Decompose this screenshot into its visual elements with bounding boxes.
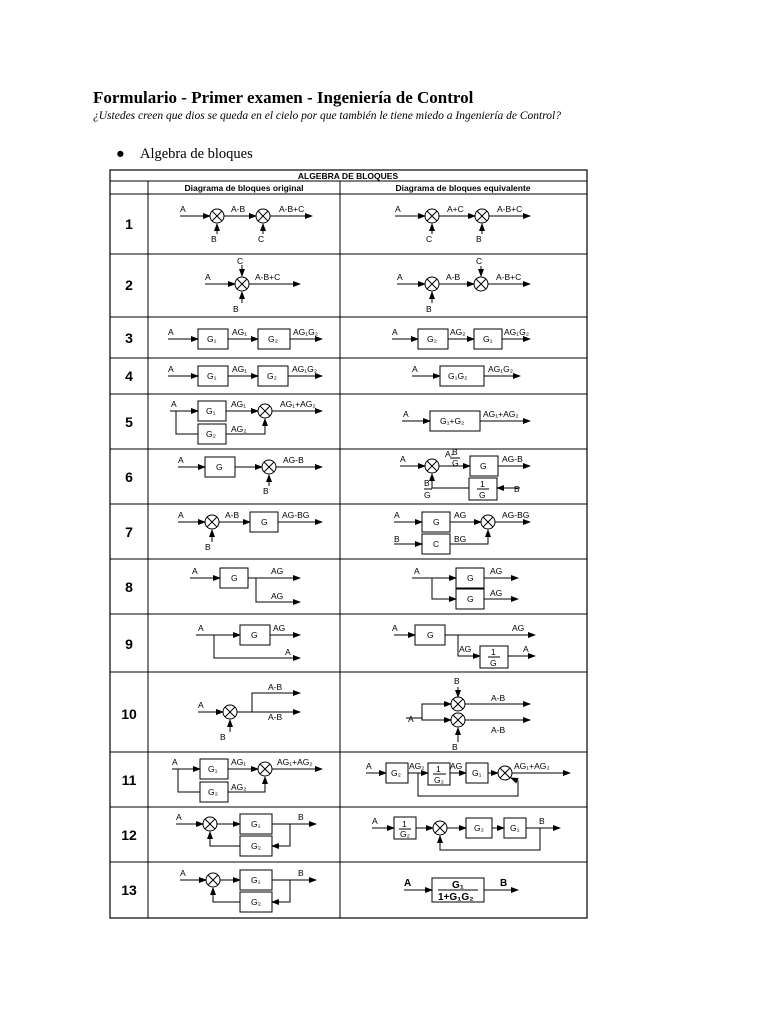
svg-text:A: A <box>176 812 182 822</box>
svg-text:AG₁G₂: AG₁G₂ <box>504 327 530 337</box>
diagram-equivalent-8 <box>412 566 518 609</box>
svg-text:A: A <box>394 510 400 520</box>
svg-text:A-B+C: A-B+C <box>279 204 305 214</box>
svg-text:AG-B: AG-B <box>283 455 304 465</box>
svg-text:A: A <box>168 327 174 337</box>
svg-text:G₁: G₁ <box>251 819 261 829</box>
svg-text:B: B <box>452 742 458 752</box>
svg-text:1: 1 <box>491 647 496 657</box>
svg-text:1: 1 <box>480 479 485 489</box>
svg-text:G₂: G₂ <box>434 775 444 785</box>
svg-text:G: G <box>479 490 486 500</box>
svg-text:A: A <box>366 761 372 771</box>
svg-text:B: B <box>514 484 520 494</box>
diagram-equivalent-7 <box>394 510 530 554</box>
svg-text:G: G <box>452 458 459 468</box>
svg-text:G₂: G₂ <box>251 897 261 907</box>
svg-text:A-B: A-B <box>446 272 461 282</box>
svg-text:G₂: G₂ <box>400 829 410 839</box>
svg-text:AG: AG <box>512 623 525 633</box>
diagram-original-9 <box>196 623 300 658</box>
svg-text:G: G <box>424 490 431 500</box>
svg-text:B: B <box>233 304 239 314</box>
col-header-original: Diagrama de bloques original <box>184 183 304 193</box>
svg-text:A-B: A-B <box>491 693 506 703</box>
row-number: 3 <box>125 330 133 346</box>
row-number: 11 <box>121 772 137 788</box>
svg-text:A: A <box>198 700 204 710</box>
svg-text:AG₁+AG₂: AG₁+AG₂ <box>277 757 313 767</box>
svg-text:AG: AG <box>273 623 286 633</box>
diagram-equivalent-3 <box>392 327 530 349</box>
svg-text:A: A <box>180 868 186 878</box>
svg-text:AG-BG: AG-BG <box>282 510 310 520</box>
svg-text:A: A <box>414 566 420 576</box>
diagram-equivalent-12 <box>372 816 560 850</box>
svg-text:A: A <box>523 644 529 654</box>
svg-text:AG: AG <box>459 644 472 654</box>
svg-text:B: B <box>426 304 432 314</box>
svg-text:A-B: A-B <box>268 712 283 722</box>
svg-text:G₁+G₂: G₁+G₂ <box>440 416 465 426</box>
svg-text:BG: BG <box>454 534 467 544</box>
diagram-equivalent-2 <box>397 256 530 314</box>
diagram-original-1 <box>180 204 312 244</box>
svg-text:AG₂: AG₂ <box>231 424 247 434</box>
svg-text:B: B <box>424 478 430 488</box>
row-number: 8 <box>125 579 133 595</box>
svg-text:A: A <box>192 566 198 576</box>
svg-text:A: A <box>171 399 177 409</box>
svg-text:G: G <box>433 517 440 527</box>
svg-text:1+G₁G₂: 1+G₁G₂ <box>438 892 474 903</box>
svg-text:G: G <box>251 630 258 640</box>
row-number: 7 <box>125 524 133 540</box>
svg-text:A-B: A-B <box>225 510 240 520</box>
svg-text:A-B+C: A-B+C <box>497 204 523 214</box>
svg-text:AG: AG <box>454 510 467 520</box>
svg-text:AG₂: AG₂ <box>450 327 466 337</box>
row-number: 9 <box>125 636 133 652</box>
svg-text:A-B+C: A-B+C <box>255 272 281 282</box>
diagram-original-3 <box>168 327 322 349</box>
svg-text:A: A <box>412 364 418 374</box>
svg-text:A: A <box>395 204 401 214</box>
svg-text:B: B <box>539 816 545 826</box>
svg-text:G₁: G₁ <box>510 823 520 833</box>
svg-text:A: A <box>372 816 378 826</box>
svg-text:G₂: G₂ <box>474 823 484 833</box>
svg-text:AG₁+AG₂: AG₁+AG₂ <box>280 399 316 409</box>
svg-text:G₂: G₂ <box>268 334 278 344</box>
svg-text:B: B <box>452 447 458 457</box>
row-number: 1 <box>125 216 133 232</box>
diagram-equivalent-13 <box>404 878 518 903</box>
diagram-equivalent-9 <box>392 623 535 668</box>
svg-text:B: B <box>500 878 508 889</box>
diagram-equivalent-11 <box>366 761 570 796</box>
svg-text:G₁: G₁ <box>207 371 217 381</box>
svg-text:AG₂: AG₂ <box>409 761 425 771</box>
svg-text:AG: AG <box>490 566 503 576</box>
diagram-original-6 <box>178 455 322 496</box>
svg-text:A-B+C: A-B+C <box>496 272 522 282</box>
bullet-label: Algebra de bloques <box>140 146 253 162</box>
svg-text:G: G <box>427 630 434 640</box>
svg-text:G₁: G₁ <box>207 334 217 344</box>
svg-text:B: B <box>394 534 400 544</box>
svg-text:G: G <box>261 517 268 527</box>
bullet-dot-icon: ● <box>116 146 125 162</box>
svg-text:A: A <box>180 204 186 214</box>
svg-text:G: G <box>231 573 238 583</box>
svg-text:A: A <box>178 455 184 465</box>
diagram-original-8 <box>190 566 300 602</box>
svg-text:A: A <box>178 510 184 520</box>
svg-text:B: B <box>211 234 217 244</box>
svg-text:A: A <box>172 757 178 767</box>
svg-text:AG₂: AG₂ <box>231 782 247 792</box>
svg-text:A: A <box>285 647 291 657</box>
table-title: ALGEBRA DE BLOQUES <box>297 171 399 181</box>
svg-text:AG: AG <box>490 588 503 598</box>
svg-text:C: C <box>476 256 483 266</box>
svg-text:B: B <box>263 486 269 496</box>
svg-text:G₁: G₁ <box>483 334 493 344</box>
svg-text:AG₁G₂: AG₁G₂ <box>293 327 319 337</box>
svg-text:A+C: A+C <box>447 204 464 214</box>
svg-text:G₂: G₂ <box>267 371 277 381</box>
row-number: 13 <box>121 882 137 898</box>
svg-text:G: G <box>216 462 223 472</box>
svg-text:AG: AG <box>450 761 463 771</box>
svg-text:AG₁G₂: AG₁G₂ <box>292 364 318 374</box>
diagram-original-4 <box>168 364 322 386</box>
diagram-equivalent-4 <box>412 364 520 386</box>
diagram-equivalent-5 <box>402 409 530 431</box>
diagram-original-7 <box>178 510 322 552</box>
svg-text:G: G <box>480 461 487 471</box>
svg-text:G₁: G₁ <box>472 768 482 778</box>
svg-text:AG₁+AG₂: AG₁+AG₂ <box>483 409 519 419</box>
page-subtitle: ¿Ustedes creen que dios se queda en el cielo por que también le tiene miedo a Ingeniería de Control? <box>93 110 561 122</box>
svg-text:G₂: G₂ <box>208 787 218 797</box>
table-frame <box>110 170 587 918</box>
svg-text:AG₁: AG₁ <box>231 757 247 767</box>
svg-text:C: C <box>426 234 433 244</box>
svg-text:G₁: G₁ <box>208 764 218 774</box>
svg-text:G₁: G₁ <box>251 875 261 885</box>
svg-text:G: G <box>490 658 497 668</box>
svg-text:A: A <box>408 714 414 724</box>
diagram-original-5 <box>170 399 322 444</box>
diagram-original-2 <box>205 256 300 314</box>
svg-text:G₁: G₁ <box>452 880 464 891</box>
diagram-original-13 <box>180 868 316 912</box>
svg-text:A-: A- <box>445 449 454 459</box>
svg-text:G₂: G₂ <box>427 334 437 344</box>
svg-text:G: G <box>467 573 474 583</box>
svg-text:G₁G₂: G₁G₂ <box>448 371 468 381</box>
svg-text:A: A <box>403 409 409 419</box>
svg-text:B: B <box>220 732 226 742</box>
svg-text:AG₁: AG₁ <box>232 364 248 374</box>
svg-text:AG₁: AG₁ <box>231 399 247 409</box>
diagram-equivalent-6 <box>400 447 530 500</box>
svg-text:1: 1 <box>402 819 407 829</box>
diagram-original-10 <box>198 682 300 742</box>
svg-text:A: A <box>397 272 403 282</box>
svg-text:AG-BG: AG-BG <box>502 510 530 520</box>
svg-text:A-B: A-B <box>268 682 283 692</box>
svg-text:AG₁: AG₁ <box>232 327 248 337</box>
svg-text:B: B <box>298 868 304 878</box>
svg-text:A-B: A-B <box>231 204 246 214</box>
svg-text:C: C <box>237 256 244 266</box>
svg-text:G₂: G₂ <box>251 841 261 851</box>
svg-text:A: A <box>392 327 398 337</box>
svg-text:B: B <box>454 676 460 686</box>
diagram-equivalent-1 <box>395 204 530 244</box>
svg-text:A: A <box>404 878 412 889</box>
row-number: 12 <box>121 827 137 843</box>
svg-text:B: B <box>205 542 211 552</box>
col-header-equivalent: Diagrama de bloques equivalente <box>395 183 531 193</box>
svg-text:A-B: A-B <box>491 725 506 735</box>
svg-text:AG: AG <box>271 591 284 601</box>
row-number: 4 <box>125 368 133 384</box>
svg-text:G₂: G₂ <box>206 429 216 439</box>
svg-text:1: 1 <box>436 764 441 774</box>
svg-text:A: A <box>198 623 204 633</box>
svg-text:B: B <box>476 234 482 244</box>
svg-text:AG₁G₂: AG₁G₂ <box>488 364 514 374</box>
svg-text:G: G <box>467 594 474 604</box>
svg-text:B: B <box>298 812 304 822</box>
svg-text:A: A <box>205 272 211 282</box>
diagram-original-11 <box>172 757 322 802</box>
svg-text:C: C <box>433 539 440 549</box>
svg-text:G₁: G₁ <box>206 406 216 416</box>
svg-text:A: A <box>168 364 174 374</box>
diagram-equivalent-10 <box>406 676 530 752</box>
row-number: 2 <box>125 277 133 293</box>
row-number: 6 <box>125 469 133 485</box>
row-number: 5 <box>125 414 133 430</box>
svg-text:G₂: G₂ <box>391 768 401 778</box>
svg-text:C: C <box>258 234 265 244</box>
svg-text:A: A <box>392 623 398 633</box>
svg-text:AG-B: AG-B <box>502 454 523 464</box>
svg-text:A: A <box>400 454 406 464</box>
row-number: 10 <box>121 706 137 722</box>
diagram-original-12 <box>176 812 316 856</box>
svg-text:AG: AG <box>271 566 284 576</box>
svg-text:AG₁+AG₂: AG₁+AG₂ <box>514 761 550 771</box>
page-title: Formulario - Primer examen - Ingeniería de Control <box>93 88 474 107</box>
